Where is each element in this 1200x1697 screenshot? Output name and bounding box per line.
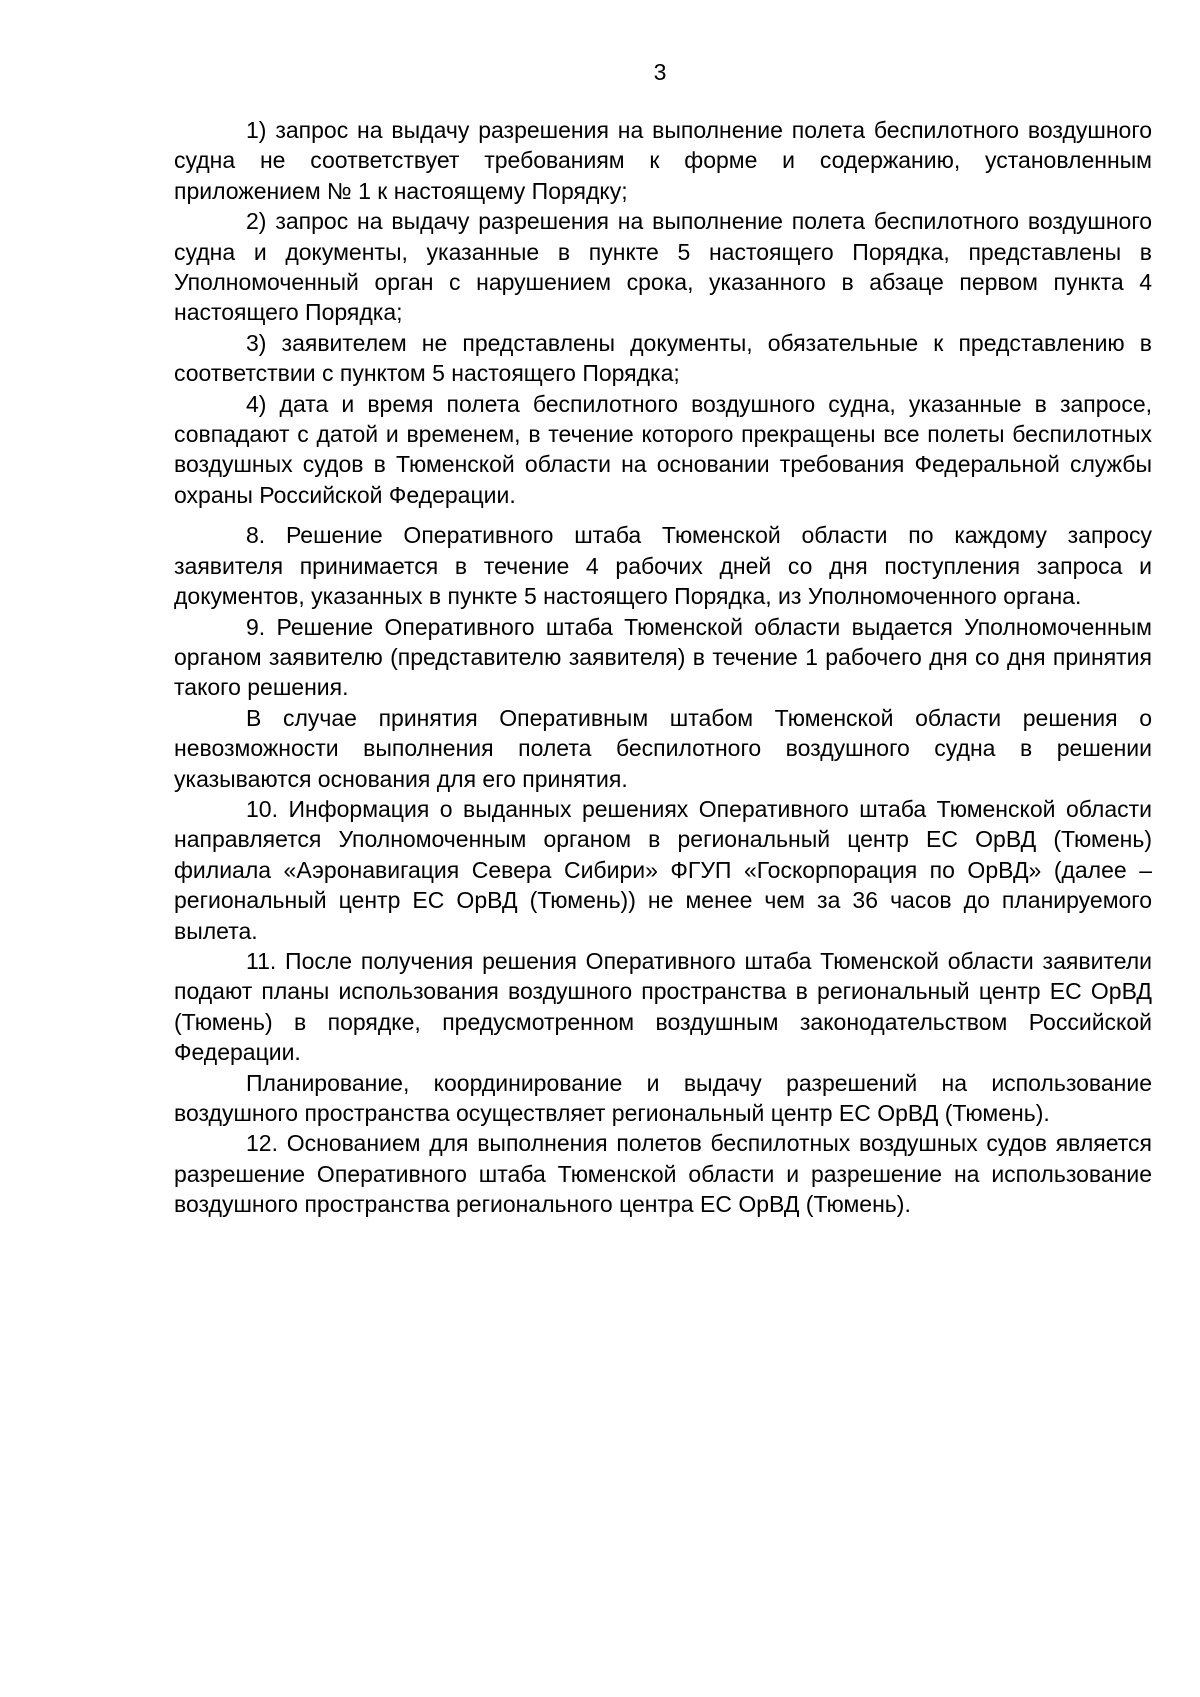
- paragraph-8: 8. Решение Оперативного штаба Тюменской области по каждому запросу заявителя принимается в течение 4 рабочих дней со дня поступления запроса и документов, указанных в пункте 5 настоящего Порядка, из Уполномоченного органа.: [174, 522, 1152, 610]
- document-body: [174, 115, 1152, 1220]
- paragraph-9: 9. Решение Оперативного штаба Тюменской области выдается Уполномоченным органом заявителю (представителю заявителя) в течение 1 рабочего дня со дня принятия такого решения.: [174, 613, 1152, 701]
- paragraph-12: 12. Основанием для выполнения полетов беспилотных воздушных судов является разрешение Оперативного штаба Тюменской области и разрешение на использование воздушного пространства регионального центра ЕС ОрВД (Тюмень).: [174, 1130, 1152, 1218]
- paragraph-9-continuation: В случае принятия Оперативным штабом Тюменской области решения о невозможности выполнения полета беспилотного воздушного судна в решении указываются основания для его принятия.: [174, 704, 1152, 792]
- paragraph-11-continuation: Планирование, координирование и выдачу разрешений на использование воздушного пространства осуществляет региональный центр ЕС ОрВД (Тюмень).: [174, 1069, 1152, 1126]
- paragraph-item-1: 1) запрос на выдачу разрешения на выполнение полета беспилотного воздушного судна не соответствует требованиям к форме и содержанию, установленным приложением № 1 к настоящему Порядку;: [174, 117, 1152, 204]
- paragraph-item-4: 4) дата и время полета беспилотного воздушного судна, указанные в запросе, совпадают с датой и временем, в течение которого прекращены все полеты беспилотных воздушных судов в Тюменской области на основании требования Федеральной службы охраны Российской Федерации.: [174, 390, 1152, 508]
- paragraph-10: 10. Информация о выданных решениях Оперативного штаба Тюменской области направляется Уполномоченным органом в региональный центр ЕС ОрВД (Тюмень) филиала «Аэронавигация Севера Сибири» ФГУП «Госкорпорация по ОрВД» (далее – региональный центр ЕС ОрВД (Тюмень)) не менее чем за 36 часов до планируемого вылета.: [174, 795, 1152, 944]
- page-number: 3: [653, 59, 667, 85]
- paragraph-item-3: 3) заявителем не представлены документы, обязательные к представлению в соответствии с пунктом 5 настоящего Порядка;: [174, 329, 1152, 387]
- paragraph-11: 11. После получения решения Оперативного штаба Тюменской области заявители подают планы использования воздушного пространства в региональный центр ЕС ОрВД (Тюмень) в порядке, предусмотренном воздушным законодательством Российской Федерации.: [174, 947, 1152, 1066]
- paragraph-item-2: 2) запрос на выдачу разрешения на выполнение полета беспилотного воздушного судна и документы, указанные в пункте 5 настоящего Порядка, представлены в Уполномоченный орган с нарушением срока, указанного в абзаце первом пункта 4 настоящего Порядка;: [174, 208, 1152, 326]
